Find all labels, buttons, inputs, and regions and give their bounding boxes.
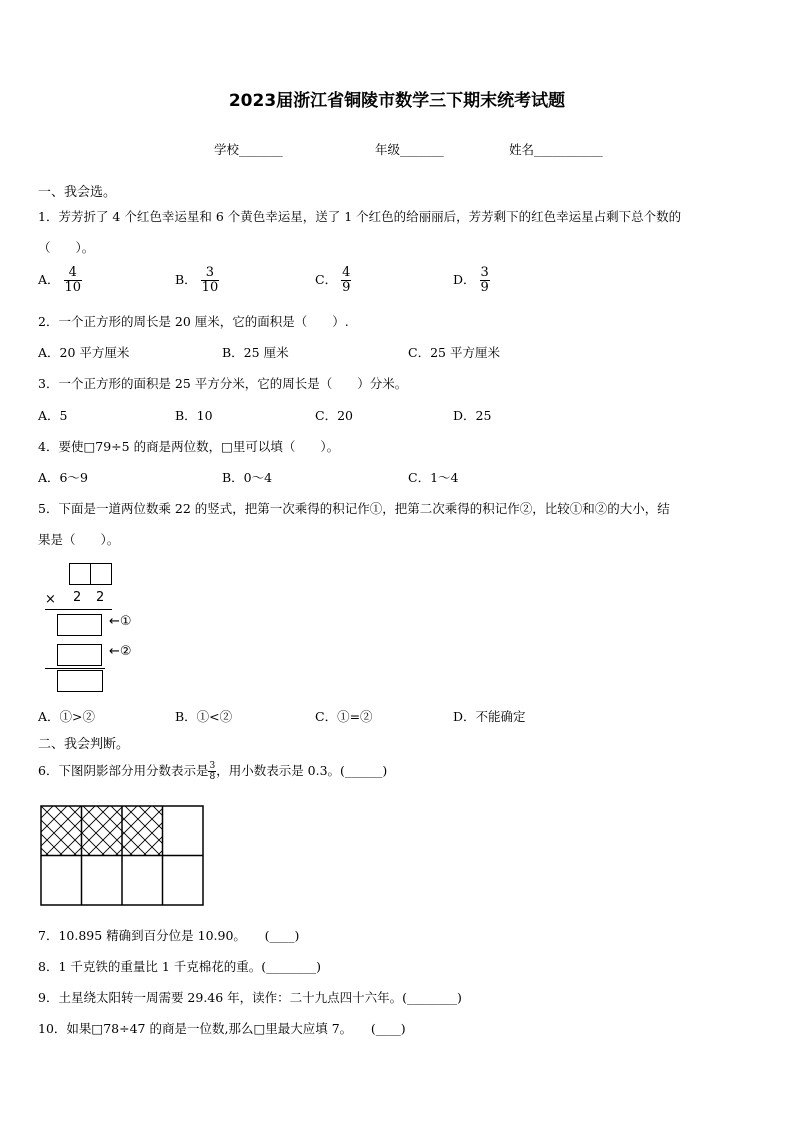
product-line: [45, 609, 112, 610]
option-label: B．: [175, 272, 197, 287]
question-4-text: 4．要使□79÷5 的商是两位数，□里可以填（ ）。: [38, 439, 340, 454]
fraction: $\frac{3}{10}$: [201, 265, 219, 295]
section-heading-judge: 二、我会判断。: [38, 737, 130, 752]
q2-option-b[interactable]: B．25 厘米: [222, 345, 289, 360]
q1-option-d[interactable]: [453, 266, 490, 295]
digit-box-ones: [90, 563, 112, 585]
fraction: $\frac{3}{8}$: [209, 761, 216, 782]
partial-product-1-marker: ←①: [109, 614, 132, 629]
digit-box-tens: [69, 563, 91, 585]
fraction: $\frac{4}{10}$: [64, 265, 82, 295]
sum-line: [45, 668, 105, 669]
shaded-cell: [82, 806, 123, 855]
q6-text-post: ，用小数表示是 0.3。(______): [216, 763, 388, 778]
name-field: 姓名___________: [509, 142, 603, 157]
partial-product-1-box: [57, 614, 102, 636]
multiplier-digit-ones: 2: [96, 590, 105, 605]
question-5-blank: 果是（ ）。: [38, 532, 120, 547]
q2-option-a[interactable]: A．20 平方厘米: [38, 345, 130, 360]
q1-option-c[interactable]: [315, 266, 351, 295]
question-2-text: 2．一个正方形的周长是 20 厘米，它的面积是（ ）.: [38, 314, 349, 329]
partial-product-2-marker: ←②: [109, 644, 132, 659]
q2-option-c[interactable]: C．25 平方厘米: [408, 345, 500, 360]
question-7-text: 7．10.895 精确到百分位是 10.90。 (____): [38, 928, 300, 943]
q5-option-b[interactable]: B．①<②: [175, 709, 233, 724]
shaded-cell: [41, 806, 82, 855]
question-8-text: 8．1 千克铁的重量比 1 千克棉花的重。(________): [38, 959, 322, 974]
question-9-text: 9．土星绕太阳转一周需要 29.46 年，读作：二十九点四十六年。(________): [38, 990, 462, 1005]
q5-option-a[interactable]: A．①>②: [38, 709, 96, 724]
q4-option-c[interactable]: C．1～4: [408, 470, 459, 485]
q5-option-c[interactable]: C．①=②: [315, 709, 373, 724]
grade-field: 年级_______: [375, 142, 444, 157]
q3-option-d[interactable]: D．25: [453, 408, 492, 423]
option-label: A．: [38, 272, 60, 287]
fraction: $\frac{4}{9}$: [342, 265, 351, 295]
shaded-grid-figure: [40, 805, 204, 906]
result-box: [57, 670, 103, 692]
q3-option-b[interactable]: B．10: [175, 408, 213, 423]
school-field: 学校_______: [214, 142, 283, 157]
question-1-text: 1．芳芳折了 4 个红色幸运星和 6 个黄色幸运星，送了 1 个红色的给丽丽后，芳芳剩下的红色幸运星占剩下总个数的: [38, 209, 682, 224]
page-title: 2023届浙江省铜陵市数学三下期末统考试题: [228, 91, 566, 111]
question-10-text: 10．如果□78÷47 的商是一位数,那么□里最大应填 7。 (____): [38, 1021, 406, 1036]
q6-text-pre: 6．下图阴影部分用分数表示是: [38, 763, 209, 778]
times-sign: ×: [45, 592, 56, 607]
question-1-blank: （ ）。: [38, 240, 95, 255]
question-3-text: 3．一个正方形的面积是 25 平方分米，它的周长是（ ）分米。: [38, 376, 408, 391]
option-label: C．: [315, 272, 338, 287]
partial-product-2-box: [57, 644, 102, 666]
q5-option-d[interactable]: D．不能确定: [453, 709, 526, 724]
q4-option-a[interactable]: A．6～9: [38, 470, 88, 485]
fraction: $\frac{3}{9}$: [480, 265, 489, 295]
question-5-text: 5．下面是一道两位数乘 22 的竖式，把第一次乘得的积记作①，把第二次乘得的积记作②，比较①和②的大小，结: [38, 501, 670, 516]
q1-option-a[interactable]: [38, 266, 82, 295]
option-label: D．: [453, 272, 476, 287]
q3-option-c[interactable]: C．20: [315, 408, 353, 423]
q4-option-b[interactable]: B．0～4: [222, 470, 273, 485]
section-heading-choice: 一、我会选。: [38, 185, 117, 200]
shaded-cell: [122, 806, 163, 855]
q1-option-b[interactable]: [175, 266, 219, 295]
multiplier-digit-tens: 2: [73, 590, 82, 605]
question-6-text: [38, 761, 387, 782]
q3-option-a[interactable]: A．5: [38, 408, 68, 423]
